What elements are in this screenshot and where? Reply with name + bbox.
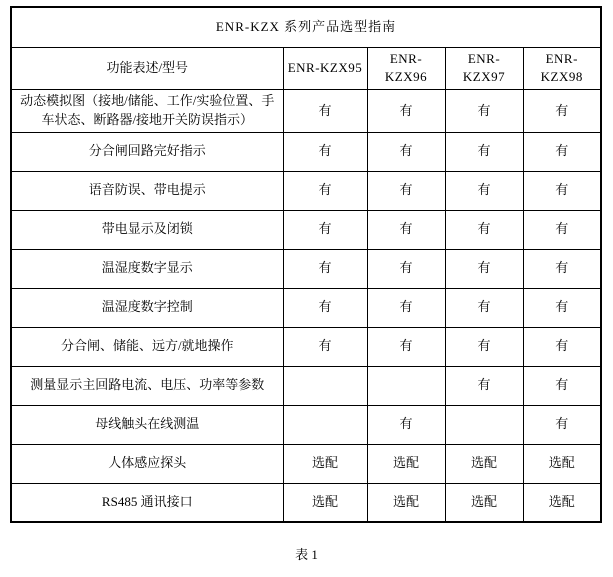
value-cell: 有 [283, 210, 367, 249]
table-row [11, 249, 601, 288]
column-header-model-kzx95: ENR-KZX95 [283, 47, 367, 90]
value-cell: 有 [523, 171, 601, 210]
value-cell: 有 [367, 132, 445, 171]
column-header-model-kzx97: ENR-KZX97 [445, 47, 523, 90]
value-cell: 有 [523, 327, 601, 366]
value-cell: 有 [445, 366, 523, 405]
table-row [11, 210, 601, 249]
table-title: ENR-KZX 系列产品选型指南 [11, 7, 601, 47]
value-cell [283, 405, 367, 444]
value-cell: 有 [283, 288, 367, 327]
value-cell: 选配 [367, 444, 445, 483]
value-cell: 有 [367, 327, 445, 366]
table-row [11, 366, 601, 405]
value-cell: 有 [523, 249, 601, 288]
value-cell: 有 [523, 90, 601, 133]
feature-cell: 测量显示主回路电流、电压、功率等参数 [11, 366, 283, 405]
value-cell: 选配 [445, 444, 523, 483]
title-row [11, 7, 601, 47]
value-cell [367, 366, 445, 405]
value-cell: 选配 [523, 483, 601, 522]
column-header-feature: 功能表述/型号 [11, 47, 283, 90]
feature-cell: 分合闸回路完好指示 [11, 132, 283, 171]
table-row [11, 405, 601, 444]
value-cell: 有 [523, 405, 601, 444]
feature-cell: 动态模拟图（接地/储能、工作/实验位置、手车状态、断路器/接地开关防误指示） [11, 90, 283, 133]
value-cell: 有 [445, 288, 523, 327]
feature-cell: 带电显示及闭锁 [11, 210, 283, 249]
header-row [11, 47, 601, 90]
feature-cell: 母线触头在线测温 [11, 405, 283, 444]
value-cell: 有 [283, 90, 367, 133]
feature-cell: 分合闸、储能、远方/就地操作 [11, 327, 283, 366]
table-body [11, 90, 601, 523]
value-cell: 有 [445, 90, 523, 133]
column-header-model-kzx96: ENR-KZX96 [367, 47, 445, 90]
value-cell: 有 [367, 288, 445, 327]
feature-cell: 温湿度数字控制 [11, 288, 283, 327]
table-row [11, 327, 601, 366]
table-row [11, 90, 601, 133]
table-row [11, 171, 601, 210]
feature-cell: 人体感应探头 [11, 444, 283, 483]
table-row [11, 288, 601, 327]
value-cell: 有 [367, 171, 445, 210]
value-cell [445, 405, 523, 444]
value-cell: 有 [283, 171, 367, 210]
value-cell: 选配 [367, 483, 445, 522]
value-cell: 有 [445, 132, 523, 171]
value-cell: 有 [523, 132, 601, 171]
table-row [11, 483, 601, 522]
table-caption: 表 1 [295, 547, 318, 562]
value-cell: 有 [367, 90, 445, 133]
value-cell: 有 [445, 327, 523, 366]
value-cell: 有 [523, 366, 601, 405]
value-cell: 有 [367, 249, 445, 288]
feature-cell: RS485 通讯接口 [11, 483, 283, 522]
value-cell: 有 [445, 210, 523, 249]
value-cell [283, 366, 367, 405]
value-cell: 有 [283, 327, 367, 366]
product-selection-table [10, 6, 602, 523]
value-cell: 有 [367, 405, 445, 444]
value-cell: 选配 [283, 444, 367, 483]
value-cell: 选配 [445, 483, 523, 522]
value-cell: 有 [283, 249, 367, 288]
feature-cell: 语音防误、带电提示 [11, 171, 283, 210]
value-cell: 有 [283, 132, 367, 171]
value-cell: 有 [367, 210, 445, 249]
value-cell: 选配 [283, 483, 367, 522]
column-header-model-kzx98: ENR-KZX98 [523, 47, 601, 90]
value-cell: 选配 [523, 444, 601, 483]
value-cell: 有 [523, 210, 601, 249]
table-row [11, 444, 601, 483]
value-cell: 有 [445, 249, 523, 288]
value-cell: 有 [445, 171, 523, 210]
feature-cell: 温湿度数字显示 [11, 249, 283, 288]
value-cell: 有 [523, 288, 601, 327]
table-row [11, 132, 601, 171]
